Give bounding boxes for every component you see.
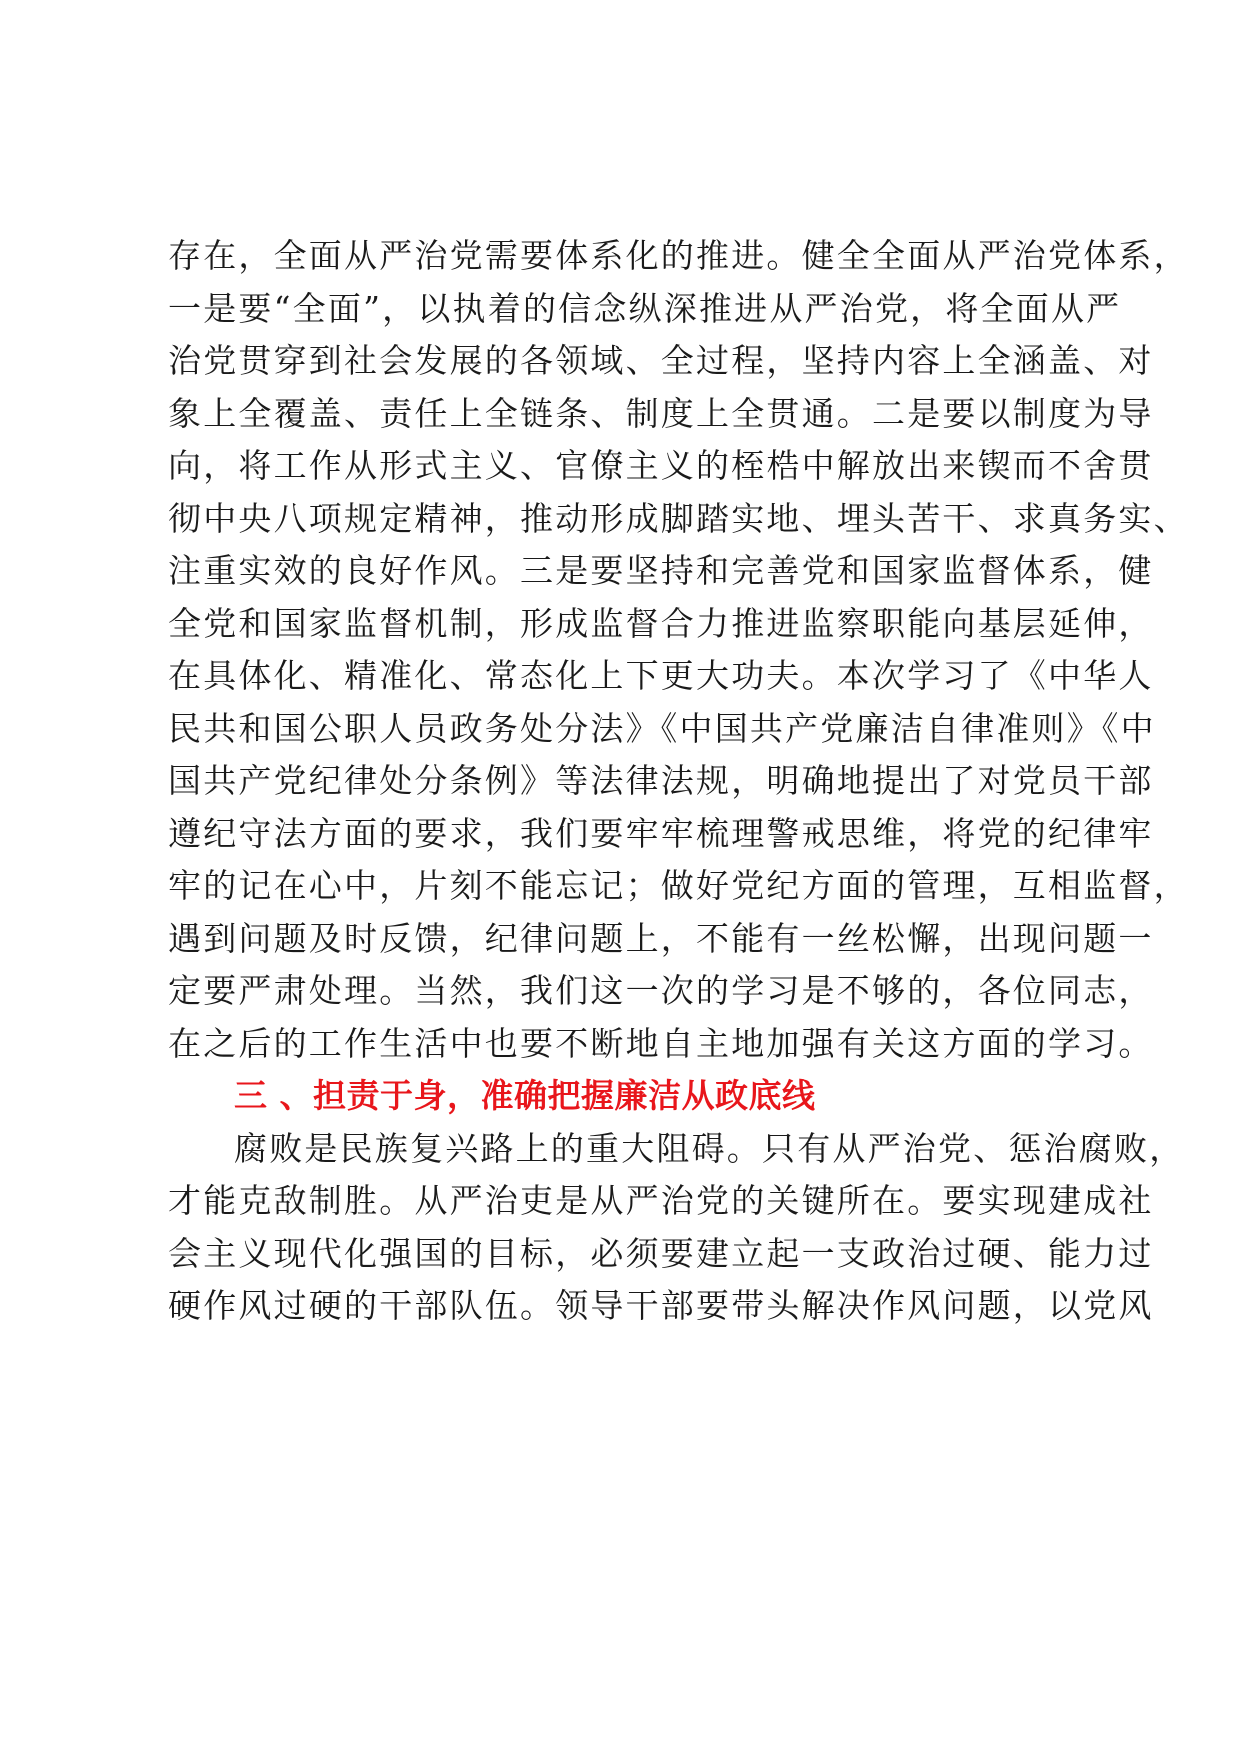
paragraph-2-line: 腐败是民族复兴路上的重大阻碍。只有从严治党、惩治腐败， <box>234 1128 1185 1168</box>
paragraph-1-line: 遇到问题及时反馈，纪律问题上，不能有一丝松懈，出现问题一 <box>168 918 1154 958</box>
paragraph-1-line: 民共和国公职人员政务处分法》《中国共产党廉洁自律准则》《中 <box>168 708 1156 748</box>
section-heading: 三 、担责于身，准确把握廉洁从政底线 <box>234 1076 816 1115</box>
paragraph-1-line: 治党贯穿到社会发展的各领域、全过程，坚持内容上全涵盖、对 <box>168 341 1154 380</box>
paragraph-2-line: 硬作风过硬的干部队伍。领导干部要带头解决作风问题，以党风 <box>168 1286 1154 1325</box>
paragraph-1-line: 定要严肃处理。当然，我们这一次的学习是不够的，各位同志， <box>168 971 1154 1010</box>
paragraph-1-line: 一是要“全面”，以执着的信念纵深推进从严治党，将全面从严 <box>168 288 1122 328</box>
paragraph-1-line: 在具体化、精准化、常态化上下更大功夫。本次学习了《中华人 <box>168 656 1154 695</box>
paragraph-2-line: 会主义现代化强国的目标，必须要建立起一支政治过硬、能力过 <box>168 1233 1154 1273</box>
paragraph-2-line: 才能克敌制胜。从严治吏是从严治党的关键所在。要实现建成社 <box>168 1181 1154 1220</box>
paragraph-1-line: 存在，全面从严治党需要体系化的推进。健全全面从严治党体系， <box>168 236 1189 275</box>
paragraph-1-line: 牢的记在心中，片刻不能忘记；做好党纪方面的管理，互相监督， <box>168 866 1189 905</box>
paragraph-1-line: 在之后的工作生活中也要不断地自主地加强有关这方面的学习。 <box>168 1023 1154 1063</box>
paragraph-1-line: 全党和国家监督机制，形成监督合力推进监察职能向基层延伸， <box>168 603 1154 643</box>
paragraph-1-line: 彻中央八项规定精神，推动形成脚踏实地、埋头苦干、求真务实、 <box>168 498 1189 538</box>
paragraph-1-line: 向，将工作从形式主义、官僚主义的桎梏中解放出来锲而不舍贯 <box>168 446 1154 485</box>
paragraph-1-line: 象上全覆盖、责任上全链条、制度上全贯通。二是要以制度为导 <box>168 393 1154 433</box>
paragraph-1-line: 国共产党纪律处分条例》等法律法规，明确地提出了对党员干部 <box>168 761 1154 800</box>
paragraph-1-line: 注重实效的良好作风。三是要坚持和完善党和国家监督体系，健 <box>168 551 1154 590</box>
document-body <box>168 230 1189 1333</box>
paragraph-1-line: 遵纪守法方面的要求，我们要牢牢梳理警戒思维，将党的纪律牢 <box>168 813 1154 853</box>
